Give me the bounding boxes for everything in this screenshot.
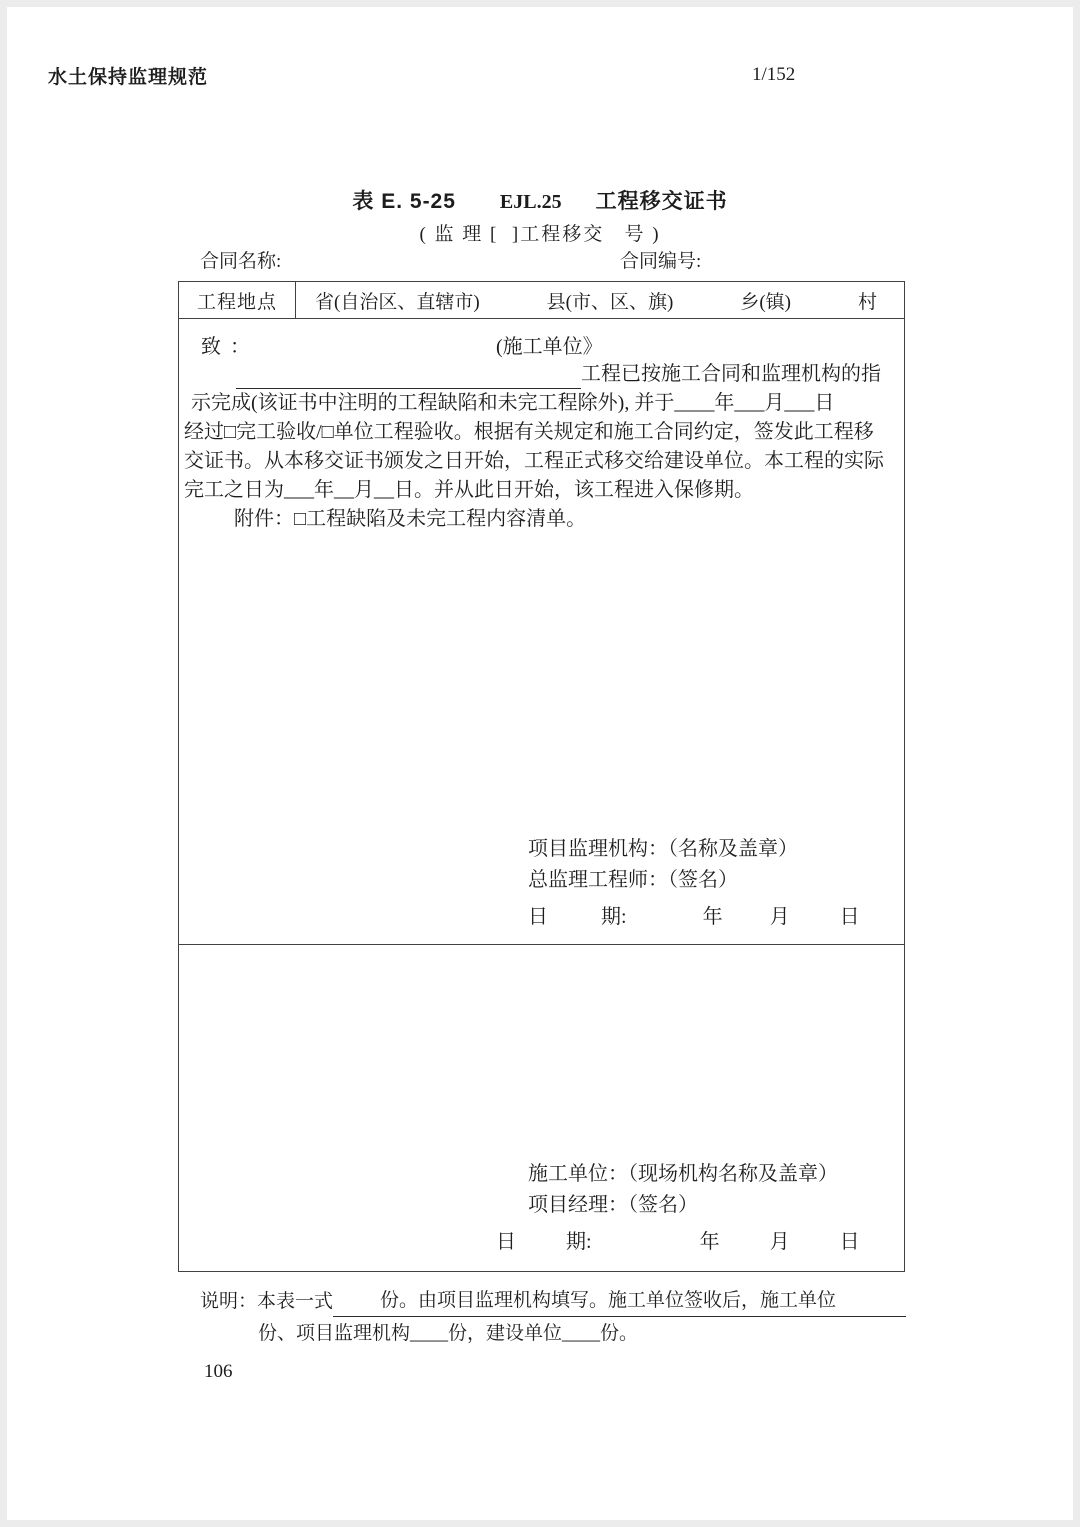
form-table [178,281,905,1272]
location-town: 乡(镇) [740,291,791,313]
project-location-row [179,282,904,319]
paragraph-line-2: 示完成(该证书中注明的工程缺陷和未完工程除外), 并于____年___月___日 [191,392,835,414]
notice-paragraph [179,360,904,534]
location-county: 县(市、区、旗) [546,291,674,313]
contractor-unit-line: 施工单位：（现场机构名称及盖章） [528,1163,838,1185]
copies-blank [333,1293,380,1317]
chief-engineer-line: 总监理工程师：（签名） [528,869,738,891]
date-month-label: 月 [769,906,790,928]
document-header-title: 水土保持监理规范 [48,67,209,88]
form-notes [200,1286,906,1349]
notes-trailing-blank [836,1293,906,1317]
table-number: 表 E. 5-25 [352,190,456,213]
date-year-label: 年 [699,1231,720,1253]
paragraph-line-5: 完工之日为___年__月__日。并从此日开始，该工程进入保修期。 [184,479,754,501]
contractor-date-line [496,1227,860,1258]
page-indicator: 1/152 [752,64,796,85]
paragraph-line-3: 经过□完工验收/□单位工程验收。根据有关规定和施工合同约定，签发此工程移 [184,421,874,443]
supervisor-signature-block [528,834,860,933]
page-number: 106 [204,1361,233,1382]
contract-name-label: 合同名称: [200,251,282,272]
form-title: 工程移交证书 [595,190,728,213]
date-month-label: 月 [769,1231,790,1253]
date-char: 期: [566,1231,592,1253]
supervisor-org-line: 项目监理机构：（名称及盖章） [528,838,798,860]
notes-line-1 [200,1286,906,1317]
supervisor-date-line [528,902,860,933]
to-label: 致 ： [201,336,252,358]
to-unit-label: (施工单位》 [496,336,603,358]
supervisor-section [179,319,904,945]
paragraph-line-4: 交证书。从本移交证书颁发之日开始，工程正式移交给建设单位。本工程的实际 [184,450,884,472]
date-year-label: 年 [702,906,723,928]
paragraph-line-1 [236,360,904,389]
notes-underlined-text: 份。由项目监理机构填写。施工单位签收后，施工单位 [380,1286,836,1317]
date-day-label: 日 [839,1231,860,1253]
date-char: 期: [601,906,627,928]
attachment-line: 附件：□工程缺陷及未完工程内容清单。 [234,508,587,530]
project-manager-line: 项目经理：（签名） [528,1194,698,1216]
paragraph-line-1-text: 工程已按施工合同和监理机构的指 [581,363,881,385]
contract-number-label: 合同编号: [620,251,702,272]
contractor-section [179,945,904,1271]
form-title-row [0,185,1080,215]
form-code: EJL.25 [499,191,562,213]
fill-in-blank-line [236,364,581,389]
location-options [296,282,904,318]
date-char: 日 [528,906,548,928]
notes-prefix: 说明：本表一式 [200,1291,334,1312]
location-village: 村 [857,291,877,313]
location-label: 工程地点 [179,282,296,318]
location-province: 省(自治区、直辖市) [315,291,480,313]
date-char: 日 [496,1231,516,1253]
contractor-signature-block [496,1159,860,1258]
date-day-label: 日 [839,906,860,928]
form-subtitle: ( 监 理 [ ]工程移交 号 ) [419,224,661,245]
notes-line-2: 份、项目监理机构____份，建设单位____份。 [258,1323,639,1344]
